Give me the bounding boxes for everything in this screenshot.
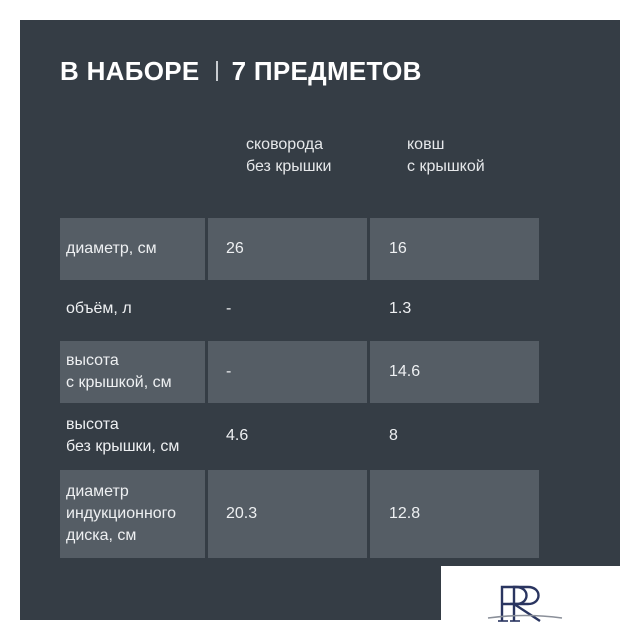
row-label: высота без крышки, см bbox=[66, 416, 180, 455]
table-row-height-with-lid bbox=[60, 341, 539, 403]
row-label: объём, л bbox=[66, 300, 132, 317]
column-header-frying-pan: сковорода без крышки bbox=[246, 136, 332, 175]
brand-logo bbox=[470, 580, 580, 626]
table-row-diameter bbox=[60, 218, 539, 280]
row-label: диаметр, см bbox=[60, 218, 205, 280]
column-header-saucepan: ковш с крышкой bbox=[407, 136, 485, 175]
title-in-set: В НАБОРЕ bbox=[60, 55, 200, 86]
row-value-frying-pan: 26 bbox=[208, 218, 367, 280]
table-row-volume bbox=[60, 283, 539, 335]
row-value-saucepan: 12.8 bbox=[370, 470, 539, 558]
row-value-frying-pan: 4.6 bbox=[226, 427, 249, 444]
title-item-count: 7 ПРЕДМЕТОВ bbox=[231, 55, 422, 86]
row-value-saucepan: 8 bbox=[389, 427, 398, 444]
row-value-saucepan: 14.6 bbox=[370, 341, 539, 403]
row-value-saucepan: 1.3 bbox=[389, 300, 412, 317]
page-title bbox=[60, 56, 422, 86]
row-value-frying-pan: 20.3 bbox=[208, 470, 367, 558]
title-divider bbox=[216, 61, 218, 81]
row-value-saucepan: 16 bbox=[370, 218, 539, 280]
row-value-frying-pan: - bbox=[226, 300, 232, 317]
row-label: диаметр индукционного диска, см bbox=[60, 470, 205, 558]
row-label: высота с крышкой, см bbox=[60, 341, 205, 403]
row-value-frying-pan: - bbox=[208, 341, 367, 403]
table-row-induction-disc-diameter bbox=[60, 470, 539, 558]
table-row-height-without-lid bbox=[60, 406, 539, 466]
